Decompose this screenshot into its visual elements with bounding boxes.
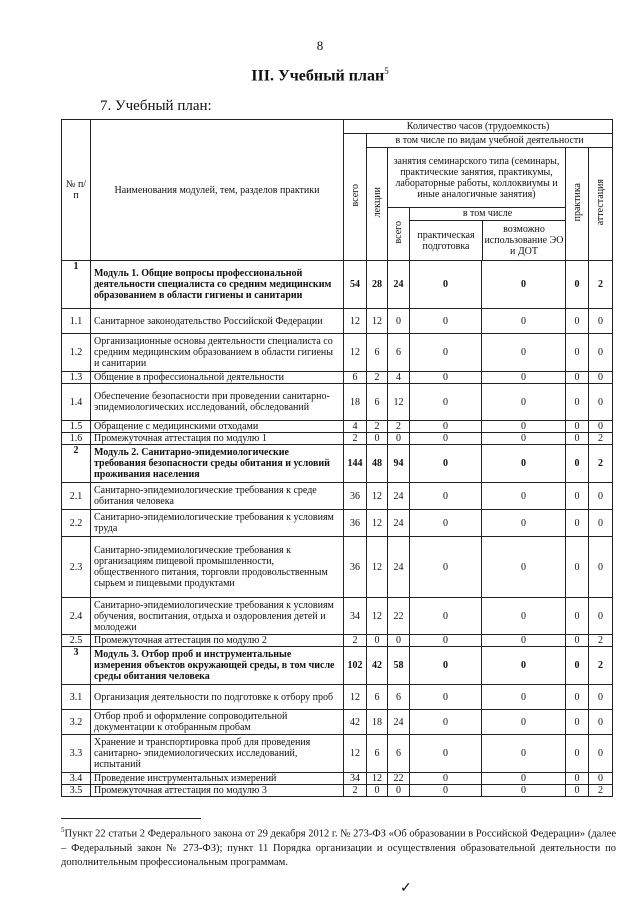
header-incl-cols xyxy=(410,221,565,260)
row-num: 2 xyxy=(62,445,91,483)
row-practice: 0 xyxy=(566,735,589,773)
row-num: 2.2 xyxy=(62,510,91,537)
row-name: Промежуточная аттестация по модулю 3 xyxy=(91,785,344,797)
footnote-ref: 5 xyxy=(384,66,389,76)
row-num: 1 xyxy=(62,261,91,309)
row-attestation: 2 xyxy=(589,635,613,647)
row-lectures: 12 xyxy=(367,598,388,635)
row-seminar: 22 xyxy=(388,598,410,635)
table-row xyxy=(62,372,613,384)
row-practical-prep: 0 xyxy=(410,537,482,598)
header-incl-group xyxy=(410,208,566,261)
footnote-divider xyxy=(61,818,201,819)
row-eo-dot: 0 xyxy=(482,421,566,433)
row-total: 12 xyxy=(344,685,367,710)
row-lectures: 12 xyxy=(367,537,388,598)
row-lectures: 0 xyxy=(367,785,388,797)
row-seminar: 6 xyxy=(388,334,410,372)
row-practical-prep: 0 xyxy=(410,785,482,797)
table-row xyxy=(62,537,613,598)
header-practical-prep: практическая подготовка xyxy=(410,221,483,260)
row-eo-dot: 0 xyxy=(482,483,566,510)
row-attestation: 0 xyxy=(589,598,613,635)
row-practice: 0 xyxy=(566,635,589,647)
table-row xyxy=(62,510,613,537)
row-num: 3.4 xyxy=(62,773,91,785)
row-practical-prep: 0 xyxy=(410,773,482,785)
row-eo-dot: 0 xyxy=(482,710,566,735)
table-row xyxy=(62,433,613,445)
row-total: 12 xyxy=(344,334,367,372)
row-num: 3.1 xyxy=(62,685,91,710)
row-name: Модуль 1. Общие вопросы профессиональной деятельности специалиста со средним медицинским образованием в области гигиены и санитарии xyxy=(91,261,344,309)
row-attestation: 2 xyxy=(589,445,613,483)
row-practice: 0 xyxy=(566,785,589,797)
row-eo-dot: 0 xyxy=(482,647,566,685)
row-eo-dot: 0 xyxy=(482,334,566,372)
table-row xyxy=(62,309,613,334)
row-attestation: 0 xyxy=(589,685,613,710)
header-practice xyxy=(566,148,589,261)
row-name: Обращение с медицинскими отходами xyxy=(91,421,344,433)
row-lectures: 6 xyxy=(367,685,388,710)
row-eo-dot: 0 xyxy=(482,785,566,797)
row-num: 2.4 xyxy=(62,598,91,635)
row-attestation: 0 xyxy=(589,384,613,421)
row-lectures: 28 xyxy=(367,261,388,309)
row-name: Модуль 3. Отбор проб и инструментальные измерения объектов окружающей среды, в том числе среды обитания человека xyxy=(91,647,344,685)
header-practice-text: практика xyxy=(571,183,583,222)
row-attestation: 0 xyxy=(589,510,613,537)
header-incl: в том числе xyxy=(410,208,565,221)
row-practice: 0 xyxy=(566,309,589,334)
row-practical-prep: 0 xyxy=(410,483,482,510)
row-name: Организация деятельности по подготовке к отбору проб xyxy=(91,685,344,710)
row-name: Организационные основы деятельности специалиста со средним медицинским образованием в области гигиены и санитарии xyxy=(91,334,344,372)
section-title xyxy=(0,66,640,85)
row-practice: 0 xyxy=(566,384,589,421)
row-name: Общение в профессиональной деятельности xyxy=(91,372,344,384)
row-lectures: 6 xyxy=(367,384,388,421)
footnote xyxy=(61,823,616,870)
header-attestation xyxy=(589,148,613,261)
row-attestation: 2 xyxy=(589,647,613,685)
row-total: 36 xyxy=(344,537,367,598)
row-seminar: 58 xyxy=(388,647,410,685)
row-total: 2 xyxy=(344,433,367,445)
row-eo-dot: 0 xyxy=(482,384,566,421)
row-total: 34 xyxy=(344,773,367,785)
row-seminar: 0 xyxy=(388,635,410,647)
row-num: 3 xyxy=(62,647,91,685)
row-seminar: 0 xyxy=(388,433,410,445)
row-seminar: 0 xyxy=(388,309,410,334)
row-practice: 0 xyxy=(566,445,589,483)
row-num: 3.2 xyxy=(62,710,91,735)
row-eo-dot: 0 xyxy=(482,445,566,483)
row-total: 102 xyxy=(344,647,367,685)
row-name: Обеспечение безопасности при проведении санитарно-эпидемиологических исследований, обследований xyxy=(91,384,344,421)
handwritten-mark: ✓ xyxy=(400,881,412,896)
header-sem-total-text: всего xyxy=(393,221,404,244)
row-num: 1.5 xyxy=(62,421,91,433)
row-num: 1.3 xyxy=(62,372,91,384)
row-lectures: 12 xyxy=(367,309,388,334)
row-total: 12 xyxy=(344,735,367,773)
row-name: Промежуточная аттестация по модулю 1 xyxy=(91,433,344,445)
row-attestation: 2 xyxy=(589,433,613,445)
row-total: 6 xyxy=(344,372,367,384)
row-attestation: 0 xyxy=(589,710,613,735)
row-num: 3.5 xyxy=(62,785,91,797)
row-name: Хранение и транспортировка проб для проведения санитарно- эпидемиологических исследований, испытаний xyxy=(91,735,344,773)
row-name: Санитарно-эпидемиологические требования к условиям обучения, воспитания, отдыха и оздоровления детей и молодежи xyxy=(91,598,344,635)
row-name: Санитарное законодательство Российской Федерации xyxy=(91,309,344,334)
row-seminar: 24 xyxy=(388,510,410,537)
header-total-text: всего xyxy=(349,184,361,207)
row-attestation: 0 xyxy=(589,309,613,334)
row-seminar: 24 xyxy=(388,483,410,510)
table-row xyxy=(62,384,613,421)
row-num: 2.3 xyxy=(62,537,91,598)
row-practical-prep: 0 xyxy=(410,598,482,635)
row-practical-prep: 0 xyxy=(410,261,482,309)
row-practical-prep: 0 xyxy=(410,334,482,372)
section-title-text: III. Учебный план xyxy=(251,67,385,85)
row-practice: 0 xyxy=(566,433,589,445)
row-eo-dot: 0 xyxy=(482,433,566,445)
row-practical-prep: 0 xyxy=(410,647,482,685)
row-lectures: 6 xyxy=(367,735,388,773)
row-lectures: 12 xyxy=(367,510,388,537)
row-lectures: 0 xyxy=(367,433,388,445)
row-practical-prep: 0 xyxy=(410,421,482,433)
row-eo-dot: 0 xyxy=(482,735,566,773)
row-total: 4 xyxy=(344,421,367,433)
header-seminar: занятия семинарского типа (семинары, практические занятия, практикумы, лабораторные работы, коллоквиумы и иные аналогичные занятия) xyxy=(388,148,566,208)
row-seminar: 24 xyxy=(388,537,410,598)
module-row xyxy=(62,445,613,483)
row-lectures: 12 xyxy=(367,773,388,785)
row-num: 2.1 xyxy=(62,483,91,510)
row-practice: 0 xyxy=(566,773,589,785)
row-eo-dot: 0 xyxy=(482,537,566,598)
row-total: 34 xyxy=(344,598,367,635)
row-name: Промежуточная аттестация по модулю 2 xyxy=(91,635,344,647)
table-row xyxy=(62,421,613,433)
footnote-text: Пункт 22 статьи 2 Федерального закона от 29 декабря 2012 г. № 273-ФЗ «Об образовании в Российской Федерации» (далее – Федеральный закон № 273-ФЗ); пункт 11 Порядка организации и осуществления образовательной деятельности по дополнительным профессиональным программам. xyxy=(61,828,616,868)
row-practice: 0 xyxy=(566,334,589,372)
header-attestation-text: аттестация xyxy=(595,179,607,226)
row-attestation: 0 xyxy=(589,483,613,510)
row-lectures: 2 xyxy=(367,421,388,433)
table-row xyxy=(62,598,613,635)
row-practice: 0 xyxy=(566,685,589,710)
table-row xyxy=(62,334,613,372)
row-attestation: 2 xyxy=(589,261,613,309)
row-seminar: 6 xyxy=(388,685,410,710)
module-row xyxy=(62,261,613,309)
row-practice: 0 xyxy=(566,261,589,309)
row-eo-dot: 0 xyxy=(482,510,566,537)
row-practical-prep: 0 xyxy=(410,735,482,773)
row-lectures: 6 xyxy=(367,334,388,372)
row-practice: 0 xyxy=(566,647,589,685)
header-total xyxy=(344,134,367,261)
row-seminar: 4 xyxy=(388,372,410,384)
row-lectures: 18 xyxy=(367,710,388,735)
row-total: 12 xyxy=(344,309,367,334)
row-seminar: 24 xyxy=(388,710,410,735)
row-attestation: 0 xyxy=(589,537,613,598)
table-row xyxy=(62,483,613,510)
row-eo-dot: 0 xyxy=(482,598,566,635)
row-practical-prep: 0 xyxy=(410,635,482,647)
row-seminar: 24 xyxy=(388,261,410,309)
row-eo-dot: 0 xyxy=(482,685,566,710)
row-lectures: 0 xyxy=(367,635,388,647)
page-number: 8 xyxy=(316,38,324,53)
row-practical-prep: 0 xyxy=(410,433,482,445)
header-lectures-text: лекции xyxy=(371,187,383,218)
table-row xyxy=(62,710,613,735)
row-seminar: 94 xyxy=(388,445,410,483)
row-total: 18 xyxy=(344,384,367,421)
row-name: Санитарно-эпидемиологические требования к среде обитания человека xyxy=(91,483,344,510)
row-name: Модуль 2. Санитарно-эпидемиологические требования безопасности среды обитания и условий проживания населения xyxy=(91,445,344,483)
row-total: 144 xyxy=(344,445,367,483)
row-seminar: 12 xyxy=(388,384,410,421)
row-eo-dot: 0 xyxy=(482,773,566,785)
row-attestation: 2 xyxy=(589,785,613,797)
row-seminar: 0 xyxy=(388,785,410,797)
row-practice: 0 xyxy=(566,598,589,635)
header-lectures xyxy=(367,148,388,261)
row-seminar: 2 xyxy=(388,421,410,433)
row-practical-prep: 0 xyxy=(410,510,482,537)
row-eo-dot: 0 xyxy=(482,261,566,309)
row-practice: 0 xyxy=(566,537,589,598)
table-row xyxy=(62,785,613,797)
row-total: 2 xyxy=(344,785,367,797)
row-practice: 0 xyxy=(566,710,589,735)
row-total: 36 xyxy=(344,483,367,510)
row-practice: 0 xyxy=(566,510,589,537)
row-name: Отбор проб и оформление сопроводительной документации к отобранным пробам xyxy=(91,710,344,735)
row-lectures: 2 xyxy=(367,372,388,384)
curriculum-table xyxy=(61,119,613,797)
row-num: 1.2 xyxy=(62,334,91,372)
row-practical-prep: 0 xyxy=(410,372,482,384)
row-practice: 0 xyxy=(566,372,589,384)
row-seminar: 22 xyxy=(388,773,410,785)
module-row xyxy=(62,647,613,685)
row-attestation: 0 xyxy=(589,334,613,372)
header-sem-total xyxy=(388,208,410,261)
row-eo-dot: 0 xyxy=(482,309,566,334)
row-lectures: 42 xyxy=(367,647,388,685)
header-num: № п/п xyxy=(62,120,91,261)
row-name: Санитарно-эпидемиологические требования к условиям труда xyxy=(91,510,344,537)
row-practical-prep: 0 xyxy=(410,685,482,710)
header-by-type: в том числе по видам учебной деятельности xyxy=(367,134,613,148)
row-total: 36 xyxy=(344,510,367,537)
row-attestation: 0 xyxy=(589,372,613,384)
table-row xyxy=(62,685,613,710)
table-row xyxy=(62,773,613,785)
row-name: Санитарно-эпидемиологические требования к организациям пищевой промышленности, общественного питания, торговли продовольственным сырьем и пищевыми продуктами xyxy=(91,537,344,598)
row-total: 42 xyxy=(344,710,367,735)
row-num: 2.5 xyxy=(62,635,91,647)
row-practical-prep: 0 xyxy=(410,384,482,421)
row-practical-prep: 0 xyxy=(410,710,482,735)
row-eo-dot: 0 xyxy=(482,635,566,647)
row-num: 1.6 xyxy=(62,433,91,445)
row-practical-prep: 0 xyxy=(410,445,482,483)
row-total: 54 xyxy=(344,261,367,309)
row-num: 3.3 xyxy=(62,735,91,773)
row-num: 1.4 xyxy=(62,384,91,421)
header-name: Наименования модулей, тем, разделов практики xyxy=(91,120,344,261)
row-practical-prep: 0 xyxy=(410,309,482,334)
header-row-1 xyxy=(62,120,613,134)
header-eo-dot: возможно использование ЭО и ДОТ xyxy=(484,224,564,257)
row-attestation: 0 xyxy=(589,421,613,433)
row-num: 1.1 xyxy=(62,309,91,334)
row-eo-dot: 0 xyxy=(482,372,566,384)
curriculum-subtitle: 7. Учебный план: xyxy=(100,98,212,114)
header-hours: Количество часов (трудоемкость) xyxy=(344,120,613,134)
row-practice: 0 xyxy=(566,421,589,433)
table-row xyxy=(62,635,613,647)
row-practice: 0 xyxy=(566,483,589,510)
row-lectures: 48 xyxy=(367,445,388,483)
table-row xyxy=(62,735,613,773)
row-attestation: 0 xyxy=(589,735,613,773)
row-seminar: 6 xyxy=(388,735,410,773)
row-lectures: 12 xyxy=(367,483,388,510)
header-incl-box xyxy=(410,208,565,260)
row-attestation: 0 xyxy=(589,773,613,785)
row-total: 2 xyxy=(344,635,367,647)
row-name: Проведение инструментальных измерений xyxy=(91,773,344,785)
footnote-marker: 5 xyxy=(61,826,65,834)
